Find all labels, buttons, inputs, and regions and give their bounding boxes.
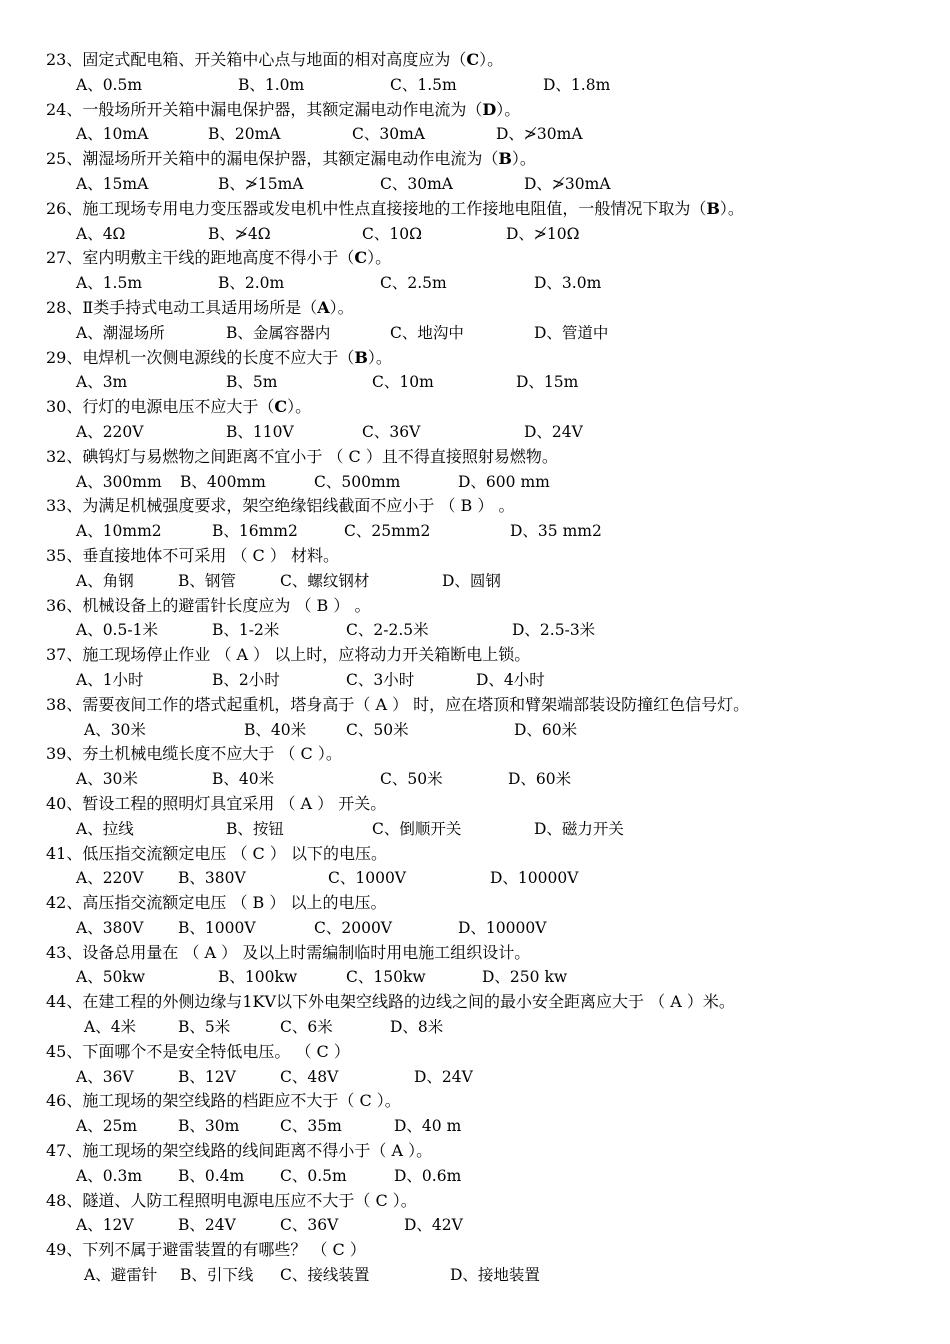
option-c: C、48V bbox=[280, 1067, 339, 1086]
options-row bbox=[0, 817, 950, 842]
options-row bbox=[0, 767, 950, 792]
option-a: A、3m bbox=[76, 373, 128, 392]
question-tail: ）。 bbox=[367, 248, 392, 268]
option-a: A、角钢 bbox=[76, 571, 134, 590]
question-text: 46、施工现场的架空线路的档距应不大于（ C ）。 bbox=[46, 1091, 401, 1111]
option-c: C、2.5m bbox=[380, 274, 447, 293]
question-item bbox=[0, 643, 950, 693]
question-stem bbox=[0, 48, 950, 73]
option-d: D、≯30mA bbox=[524, 174, 611, 193]
option-b: B、380V bbox=[178, 869, 246, 888]
question-text: 24、一般场所开关箱中漏电保护器，其额定漏电动作电流为（ bbox=[46, 99, 483, 119]
question-stem bbox=[0, 941, 950, 966]
option-d: D、250 kw bbox=[482, 968, 568, 987]
options-row bbox=[0, 321, 950, 346]
options-row bbox=[0, 916, 950, 941]
question-text: 44、在建工程的外侧边缘与1KV以下外电架空线路的边线之间的最小安全距离应大于 （ A ）米。 bbox=[46, 992, 735, 1012]
option-d: D、24V bbox=[524, 422, 583, 441]
question-item bbox=[0, 197, 950, 247]
option-b: B、40米 bbox=[212, 770, 275, 789]
question-stem bbox=[0, 643, 950, 668]
question-stem bbox=[0, 1040, 950, 1065]
option-c: C、30mA bbox=[380, 174, 453, 193]
option-c: C、10Ω bbox=[362, 224, 422, 243]
option-c: C、2-2.5米 bbox=[346, 621, 429, 640]
question-text: 32、碘钨灯与易燃物之间距离不宜小于 （ C ）且不得直接照射易燃物。 bbox=[46, 446, 558, 466]
option-d: D、0.6m bbox=[394, 1166, 462, 1185]
question-text: 37、施工现场停止作业 （ A ） 以上时，应将动力开关箱断电上锁。 bbox=[46, 645, 531, 665]
options-row bbox=[0, 73, 950, 98]
option-d: D、8米 bbox=[390, 1018, 444, 1037]
question-text: 28、Ⅱ类手持式电动工具适用场所是（ bbox=[46, 297, 318, 317]
options-row bbox=[0, 718, 950, 743]
option-a: A、10mm2 bbox=[76, 522, 162, 541]
question-stem bbox=[0, 693, 950, 718]
option-c: C、50米 bbox=[380, 770, 443, 789]
options-row bbox=[0, 271, 950, 296]
question-tail: ）。 bbox=[287, 397, 312, 417]
answer-letter: C bbox=[274, 397, 288, 417]
option-a: A、220V bbox=[76, 422, 144, 441]
question-text: 48、隧道、人防工程照明电源电压应不大于（ C ）。 bbox=[46, 1190, 417, 1210]
question-stem bbox=[0, 742, 950, 767]
option-c: C、36V bbox=[362, 422, 421, 441]
question-item bbox=[0, 842, 950, 892]
option-c: C、25mm2 bbox=[344, 522, 431, 541]
option-d: D、15m bbox=[516, 373, 579, 392]
option-a: A、避雷针 bbox=[84, 1266, 158, 1285]
option-d: D、60米 bbox=[514, 720, 578, 739]
question-item bbox=[0, 246, 950, 296]
option-a: A、15mA bbox=[76, 174, 149, 193]
option-b: B、1.0m bbox=[238, 75, 305, 94]
option-a: A、380V bbox=[76, 918, 144, 937]
options-row bbox=[0, 1164, 950, 1189]
question-item bbox=[0, 544, 950, 594]
question-stem bbox=[0, 246, 950, 271]
question-item bbox=[0, 693, 950, 743]
option-b: B、5m bbox=[226, 373, 278, 392]
option-a: A、12V bbox=[76, 1216, 134, 1235]
question-stem bbox=[0, 197, 950, 222]
option-b: B、100kw bbox=[218, 968, 298, 987]
option-b: B、钢管 bbox=[178, 571, 236, 590]
option-d: D、4小时 bbox=[476, 670, 545, 689]
option-a: A、10mA bbox=[76, 125, 149, 144]
option-c: C、36V bbox=[280, 1216, 339, 1235]
answer-letter: C bbox=[354, 248, 368, 268]
option-d: D、10000V bbox=[490, 869, 579, 888]
option-c: C、35m bbox=[280, 1117, 342, 1136]
option-a: A、0.3m bbox=[76, 1166, 143, 1185]
option-b: B、110V bbox=[226, 422, 294, 441]
answer-letter: B bbox=[498, 149, 512, 169]
question-item bbox=[0, 594, 950, 644]
question-text: 39、夯土机械电缆长度不应大于 （ C ）。 bbox=[46, 744, 342, 764]
option-d: D、600 mm bbox=[458, 472, 550, 491]
option-a: A、50kw bbox=[76, 968, 146, 987]
option-d: D、≯10Ω bbox=[506, 224, 580, 243]
question-tail: ）。 bbox=[367, 347, 392, 367]
answer-letter: B bbox=[354, 347, 368, 367]
question-tail: ）。 bbox=[496, 99, 521, 119]
question-item bbox=[0, 147, 950, 197]
options-row bbox=[0, 1065, 950, 1090]
option-b: B、16mm2 bbox=[212, 522, 298, 541]
options-row bbox=[0, 1015, 950, 1040]
options-row bbox=[0, 1114, 950, 1139]
question-text: 43、设备总用量在 （ A ） 及以上时需编制临时用电施工组织设计。 bbox=[46, 942, 531, 962]
question-item bbox=[0, 990, 950, 1040]
option-b: B、40米 bbox=[244, 720, 307, 739]
option-b: B、2小时 bbox=[212, 670, 280, 689]
question-stem bbox=[0, 1189, 950, 1214]
question-text: 40、暂设工程的照明灯具宜采用 （ A ） 开关。 bbox=[46, 793, 387, 813]
options-row bbox=[0, 618, 950, 643]
option-a: A、4Ω bbox=[76, 224, 126, 243]
option-b: B、0.4m bbox=[178, 1166, 245, 1185]
option-a: A、1.5m bbox=[76, 274, 143, 293]
question-item bbox=[0, 792, 950, 842]
options-row bbox=[0, 1213, 950, 1238]
question-stem bbox=[0, 98, 950, 123]
question-stem bbox=[0, 494, 950, 519]
option-c: C、1000V bbox=[328, 869, 406, 888]
question-item bbox=[0, 98, 950, 148]
option-c: C、500mm bbox=[314, 472, 401, 491]
option-d: D、60米 bbox=[508, 770, 572, 789]
option-b: B、1-2米 bbox=[212, 621, 280, 640]
question-text: 42、高压指交流额定电压 （ B ） 以上的电压。 bbox=[46, 893, 387, 913]
option-a: A、36V bbox=[76, 1067, 134, 1086]
option-b: B、20mA bbox=[208, 125, 281, 144]
option-b: B、24V bbox=[178, 1216, 236, 1235]
question-stem bbox=[0, 395, 950, 420]
question-text: 49、下列不属于避雷装置的有哪些？ （ C ） bbox=[46, 1240, 366, 1260]
option-d: D、管道中 bbox=[534, 323, 609, 342]
option-a: A、0.5-1米 bbox=[76, 621, 158, 640]
question-tail: ）。 bbox=[329, 297, 354, 317]
option-c: C、2000V bbox=[314, 918, 392, 937]
option-d: D、圆钢 bbox=[442, 571, 501, 590]
option-c: C、接线装置 bbox=[280, 1266, 370, 1285]
option-b: B、400mm bbox=[180, 472, 266, 491]
option-d: D、40 m bbox=[394, 1117, 462, 1136]
question-text: 23、固定式配电箱、开关箱中心点与地面的相对高度应为（ bbox=[46, 50, 467, 69]
option-c: C、倒顺开关 bbox=[372, 819, 462, 838]
question-stem bbox=[0, 544, 950, 569]
option-a: A、潮湿场所 bbox=[76, 323, 165, 342]
option-d: D、2.5-3米 bbox=[512, 621, 596, 640]
option-a: A、300mm bbox=[76, 472, 162, 491]
option-c: C、3小时 bbox=[346, 670, 415, 689]
question-text: 38、需要夜间工作的塔式起重机，塔身高于（ A ） 时，应在塔顶和臂架端部装设防撞红色信号灯。 bbox=[46, 694, 750, 714]
option-d: D、42V bbox=[404, 1216, 463, 1235]
options-row bbox=[0, 519, 950, 544]
question-text: 47、施工现场的架空线路的线间距离不得小于（ A ）。 bbox=[46, 1141, 433, 1161]
option-c: C、地沟中 bbox=[390, 323, 464, 342]
question-item bbox=[0, 445, 950, 495]
question-item bbox=[0, 1139, 950, 1189]
question-stem bbox=[0, 296, 950, 321]
option-d: D、1.8m bbox=[543, 75, 611, 94]
options-row bbox=[0, 370, 950, 395]
options-row bbox=[0, 470, 950, 495]
question-item bbox=[0, 742, 950, 792]
question-stem bbox=[0, 346, 950, 371]
options-row bbox=[0, 122, 950, 147]
question-item bbox=[0, 346, 950, 396]
option-a: A、220V bbox=[76, 869, 144, 888]
option-b: B、≯15mA bbox=[218, 174, 304, 193]
question-text: 25、潮湿场所开关箱中的漏电保护器，其额定漏电动作电流为（ bbox=[46, 149, 499, 169]
option-b: B、5米 bbox=[178, 1018, 231, 1037]
option-a: A、30米 bbox=[76, 770, 138, 789]
question-item bbox=[0, 1189, 950, 1239]
question-item bbox=[0, 1089, 950, 1139]
option-a: A、0.5m bbox=[76, 75, 143, 94]
option-b: B、≯4Ω bbox=[208, 224, 271, 243]
options-row bbox=[0, 222, 950, 247]
question-item bbox=[0, 941, 950, 991]
question-text: 41、低压指交流额定电压 （ C ） 以下的电压。 bbox=[46, 843, 387, 863]
question-item bbox=[0, 395, 950, 445]
answer-letter: C bbox=[466, 50, 480, 69]
question-item bbox=[0, 1040, 950, 1090]
option-c: C、50米 bbox=[346, 720, 409, 739]
option-d: D、3.0m bbox=[534, 274, 602, 293]
question-text: 35、垂直接地体不可采用 （ C ） 材料。 bbox=[46, 545, 339, 565]
options-row bbox=[0, 668, 950, 693]
answer-letter: B bbox=[706, 198, 720, 218]
question-stem bbox=[0, 1089, 950, 1114]
options-row bbox=[0, 420, 950, 445]
question-tail: ）。 bbox=[479, 50, 504, 69]
question-text: 36、机械设备上的避雷针长度应为 （ B ） 。 bbox=[46, 595, 371, 615]
question-stem bbox=[0, 594, 950, 619]
question-list bbox=[0, 48, 950, 1288]
option-b: B、1000V bbox=[178, 918, 256, 937]
option-d: D、35 mm2 bbox=[510, 522, 602, 541]
answer-letter: A bbox=[317, 297, 330, 317]
question-stem bbox=[0, 891, 950, 916]
options-row bbox=[0, 1263, 950, 1288]
option-a: A、拉线 bbox=[76, 819, 134, 838]
question-tail: ）。 bbox=[719, 198, 744, 218]
options-row bbox=[0, 172, 950, 197]
options-row bbox=[0, 569, 950, 594]
option-d: D、接地装置 bbox=[450, 1266, 540, 1285]
option-d: D、24V bbox=[414, 1067, 473, 1086]
option-c: C、螺纹钢材 bbox=[280, 571, 370, 590]
question-item bbox=[0, 48, 950, 98]
question-item bbox=[0, 494, 950, 544]
question-item bbox=[0, 1238, 950, 1288]
question-item bbox=[0, 296, 950, 346]
option-a: A、30米 bbox=[84, 720, 146, 739]
question-stem bbox=[0, 1238, 950, 1263]
option-b: B、按钮 bbox=[226, 819, 284, 838]
option-b: B、2.0m bbox=[218, 274, 285, 293]
option-d: D、10000V bbox=[458, 918, 547, 937]
option-c: C、150kw bbox=[346, 968, 426, 987]
option-d: D、磁力开关 bbox=[534, 819, 624, 838]
question-stem bbox=[0, 792, 950, 817]
question-stem bbox=[0, 990, 950, 1015]
option-b: B、12V bbox=[178, 1067, 236, 1086]
option-c: C、0.5m bbox=[280, 1166, 347, 1185]
option-d: D、≯30mA bbox=[496, 125, 583, 144]
question-stem bbox=[0, 147, 950, 172]
question-text: 26、施工现场专用电力变压器或发电机中性点直接接地的工作接地电阻值，一般情况下取为（ bbox=[46, 198, 707, 218]
question-text: 29、电焊机一次侧电源线的长度不应大于（ bbox=[46, 347, 355, 367]
option-b: B、金属容器内 bbox=[226, 323, 331, 342]
question-text: 30、行灯的电源电压不应大于（ bbox=[46, 397, 275, 417]
question-text: 27、室内明敷主干线的距地高度不得小于（ bbox=[46, 248, 355, 268]
option-c: C、10m bbox=[372, 373, 434, 392]
option-b: B、30m bbox=[178, 1117, 240, 1136]
options-row bbox=[0, 866, 950, 891]
answer-letter: D bbox=[482, 99, 497, 119]
options-row bbox=[0, 965, 950, 990]
option-c: C、6米 bbox=[280, 1018, 333, 1037]
question-tail: ）。 bbox=[511, 149, 536, 169]
question-text: 45、下面哪个不是安全特低电压。 （ C ） bbox=[46, 1041, 350, 1061]
question-text: 33、为满足机械强度要求，架空绝缘铝线截面不应小于 （ B ） 。 bbox=[46, 496, 515, 516]
option-a: A、4米 bbox=[84, 1018, 137, 1037]
option-c: C、1.5m bbox=[390, 75, 457, 94]
question-item bbox=[0, 891, 950, 941]
question-stem bbox=[0, 445, 950, 470]
option-a: A、25m bbox=[76, 1117, 138, 1136]
question-stem bbox=[0, 842, 950, 867]
question-stem bbox=[0, 1139, 950, 1164]
option-c: C、30mA bbox=[352, 125, 425, 144]
option-a: A、1小时 bbox=[76, 670, 144, 689]
option-b: B、引下线 bbox=[180, 1266, 254, 1285]
